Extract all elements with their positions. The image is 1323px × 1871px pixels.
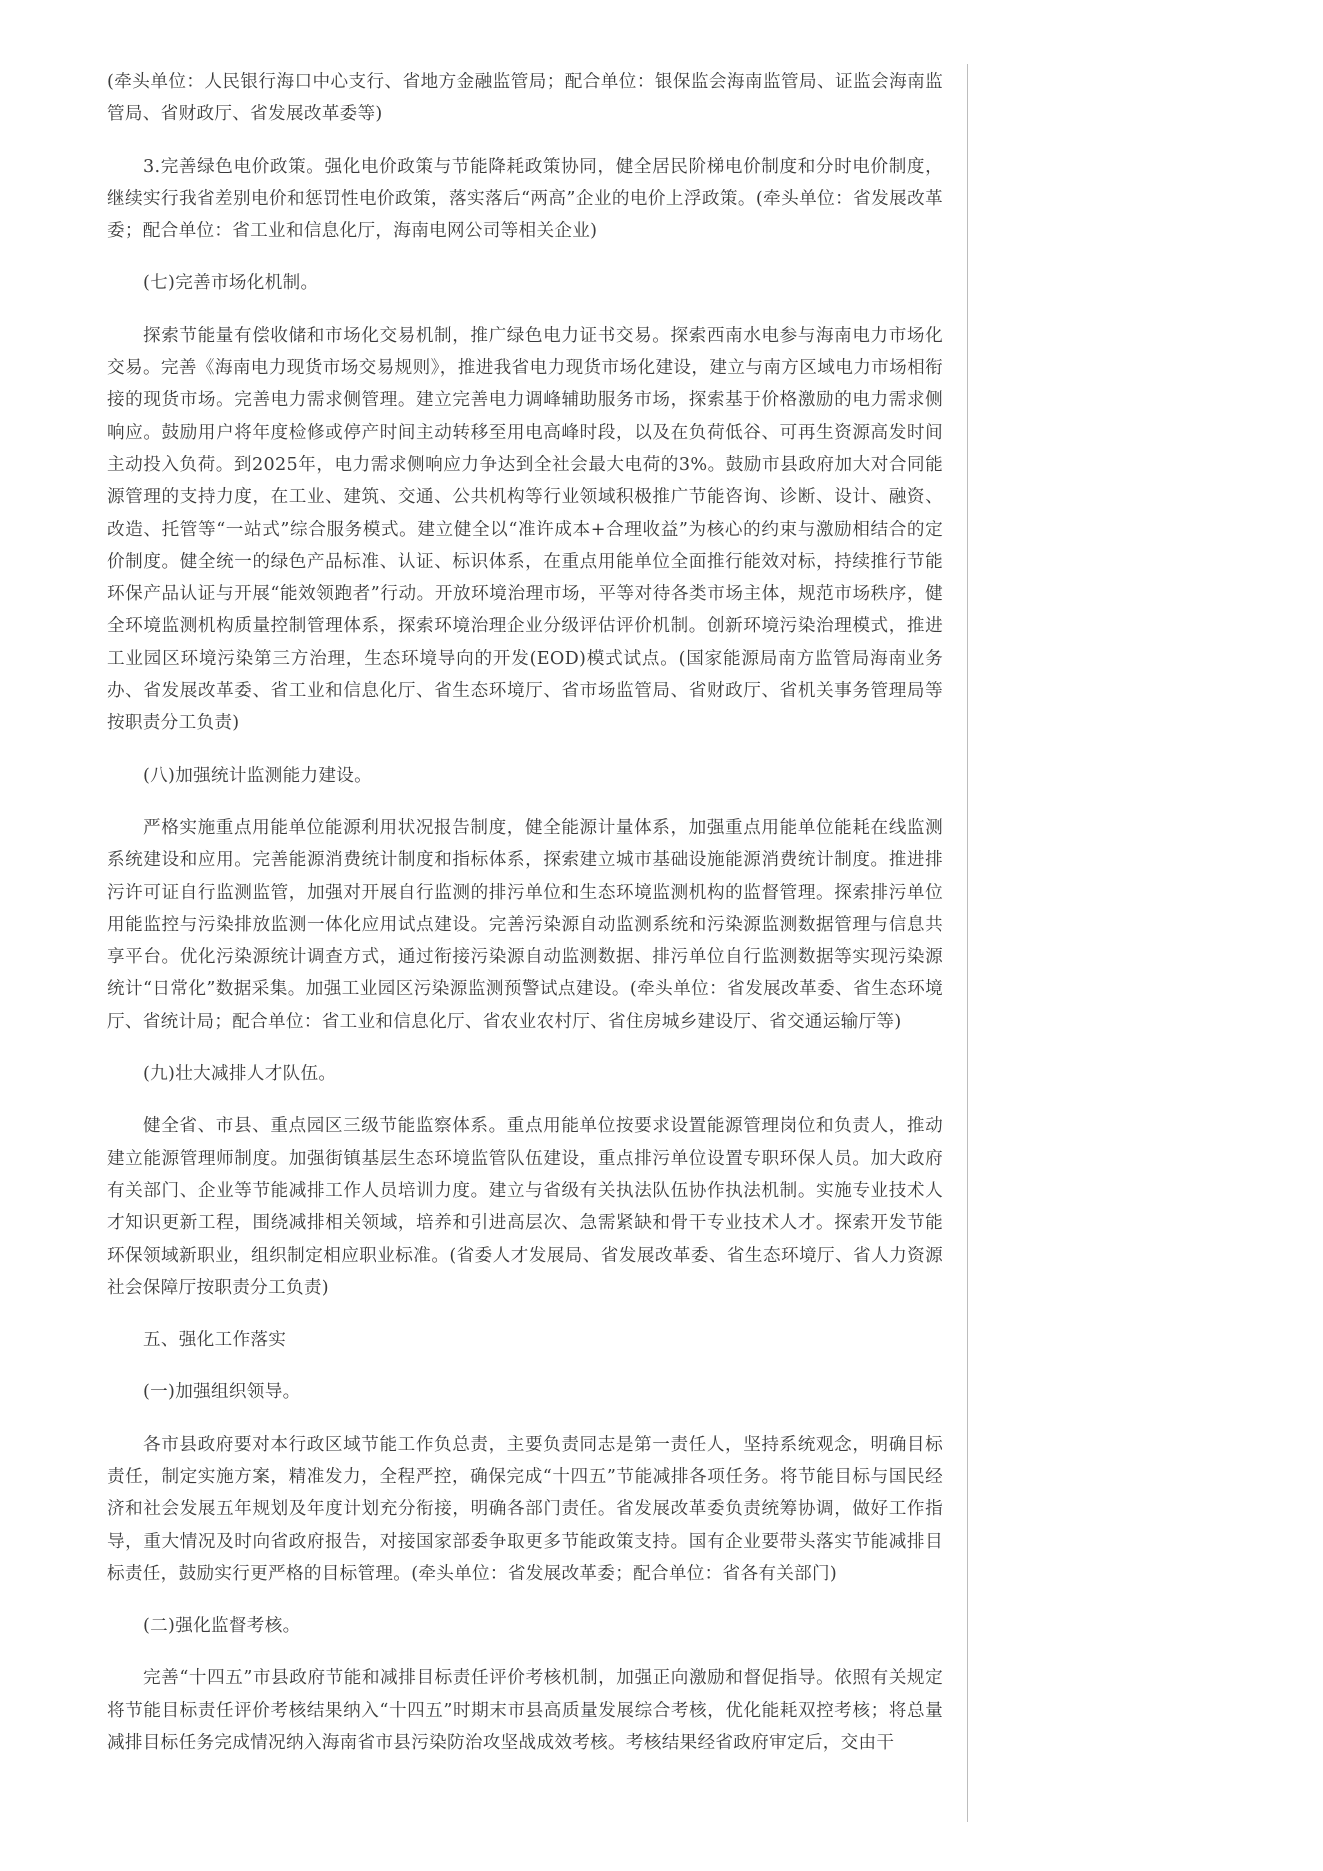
section-heading: 五、强化工作落实 [143, 1330, 287, 1351]
document-body [107, 66, 943, 1759]
body-paragraph: 严格实施重点用能单位能源利用状况报告制度，健全能源计量体系，加强重点用能单位能耗在线监测系统建设和应用。完善能源消费统计制度和指标体系，探索建立城市基础设施能源消费统计制度。推进排污许可证自行监测监管，加强对开展自行监测的排污单位和生态环境监测机构的监督管理。探索排污单位用能监控与污染排放监测一体化应用试点建设。完善污染源自动监测系统和污染源监测数据管理与信息共享平台。优化污染源统计调查方式，通过衔接污染源自动监测数据、排污单位自行监测数据等实现污染源统计“日常化”数据采集。加强工业园区污染源监测预警试点建设。(牵头单位：省发展改革委、省生态环境厅、省统计局；配合单位：省工业和信息化厅、省农业农村厅、省住房城乡建设厅、省交通运输厅等) [107, 817, 943, 1032]
body-paragraph: 健全省、市县、重点园区三级节能监察体系。重点用能单位按要求设置能源管理岗位和负责人，推动建立能源管理师制度。加强街镇基层生态环境监管队伍建设，重点排污单位设置专职环保人员。加大政府有关部门、企业等节能减排工作人员培训力度。建立与省级有关执法队伍协作执法机制。实施专业技术人才知识更新工程，围绕减排相关领域，培养和引进高层次、急需紧缺和骨干专业技术人才。探索开发节能环保领域新职业，组织制定相应职业标准。(省委人才发展局、省发展改革委、省生态环境厅、省人力资源社会保障厅按职责分工负责) [107, 1116, 943, 1298]
section-heading: (八)加强统计监测能力建设。 [143, 765, 373, 786]
body-paragraph: 探索节能量有偿收储和市场化交易机制，推广绿色电力证书交易。探索西南水电参与海南电力市场化交易。完善《海南电力现货市场交易规则》，推进我省电力现货市场化建设，建立与南方区域电力市场相衔接的现货市场。完善电力需求侧管理。建立完善电力调峰辅助服务市场，探索基于价格激励的电力需求侧响应。鼓励用户将年度检修或停产时间主动转移至用电高峰时段，以及在负荷低谷、可再生资源高发时间主动投入负荷。到2025年，电力需求侧响应力争达到全社会最大电荷的3%。鼓励市县政府加大对合同能源管理的支持力度，在工业、建筑、交通、公共机构等行业领域积极推广节能咨询、诊断、设计、融资、改造、托管等“一站式”综合服务模式。建立健全以“准许成本+合理收益”为核心的约束与激励相结合的定价制度。健全统一的绿色产品标准、认证、标识体系，在重点用能单位全面推行能效对标，持续推行节能环保产品认证与开展“能效领跑者”行动。开放环境治理市场，平等对待各类市场主体，规范市场秩序，健全环境监测机构质量控制管理体系，探索环境治理企业分级评估评价机制。创新环境污染治理模式，推进工业园区环境污染第三方治理，生态环境导向的开发(EOD)模式试点。(国家能源局南方监管局海南业务办、省发展改革委、省工业和信息化厅、省生态环境厅、省市场监管局、省财政厅、省机关事务管理局等按职责分工负责) [107, 325, 943, 734]
right-margin-rule [967, 64, 968, 1822]
section-heading: (一)加强组织领导。 [143, 1382, 301, 1403]
body-paragraph: 各市县政府要对本行政区域节能工作负总责，主要负责同志是第一责任人，坚持系统观念，明确目标责任，制定实施方案，精准发力，全程严控，确保完成“十四五”节能减排各项任务。将节能目标与国民经济和社会发展五年规划及年度计划充分衔接，明确各部门责任。省发展改革委负责统筹协调，做好工作指导，重大情况及时向省政府报告，对接国家部委争取更多节能政策支持。国有企业要带头落实节能减排目标责任，鼓励实行更严格的目标管理。(牵头单位：省发展改革委；配合单位：省各有关部门) [107, 1434, 943, 1584]
section-heading: (二)强化监督考核。 [143, 1616, 301, 1637]
section-heading: (七)完善市场化机制。 [143, 273, 319, 294]
body-paragraph: (牵头单位：人民银行海口中心支行、省地方金融监管局；配合单位：银保监会海南监管局、证监会海南监管局、省财政厅、省发展改革委等) [107, 72, 943, 125]
section-heading: (九)壮大减排人才队伍。 [143, 1064, 337, 1085]
body-paragraph: 完善“十四五”市县政府节能和减排目标责任评价考核机制，加强正向激励和督促指导。依照有关规定将节能目标责任评价考核结果纳入“十四五”时期末市县高质量发展综合考核，优化能耗双控考核；将总量减排目标任务完成情况纳入海南省市县污染防治攻坚战成效考核。考核结果经省政府审定后，交由干 [107, 1668, 943, 1754]
body-paragraph: 3.完善绿色电价政策。强化电价政策与节能降耗政策协同，健全居民阶梯电价制度和分时电价制度，继续实行我省差别电价和惩罚性电价政策，落实落后“两高”企业的电价上浮政策。(牵头单位：省发展改革委；配合单位：省工业和信息化厅，海南电网公司等相关企业) [107, 156, 943, 242]
